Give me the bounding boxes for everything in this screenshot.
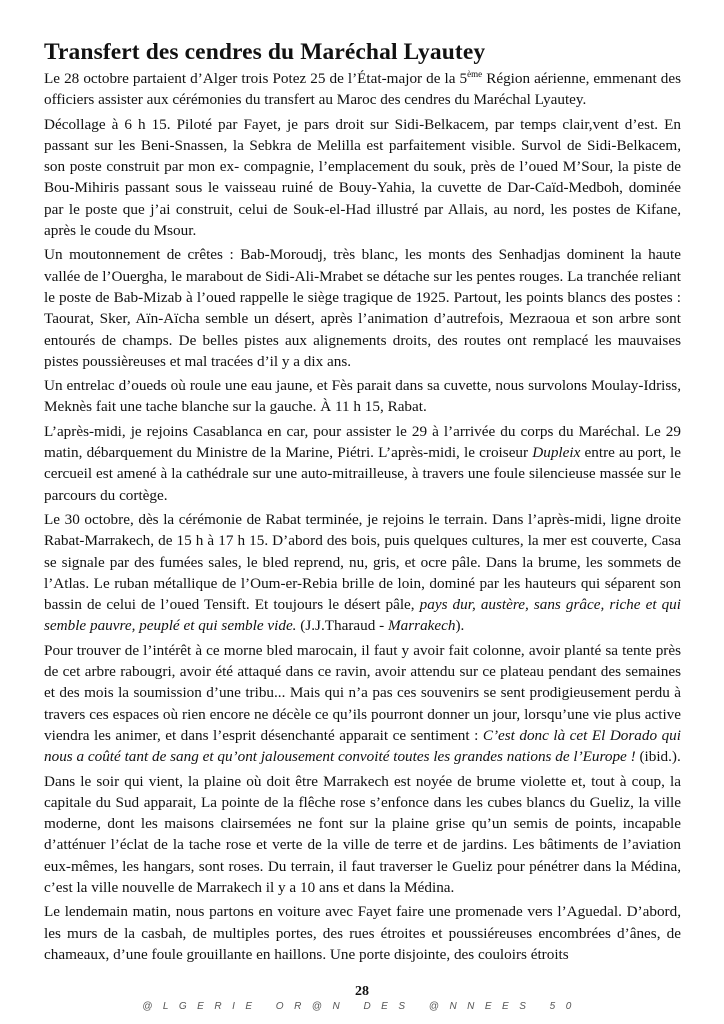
paragraph-p7 xyxy=(44,640,681,768)
page-content xyxy=(44,38,681,968)
page-number: 28 xyxy=(355,984,369,999)
italic-text: Marrakech xyxy=(388,617,456,635)
paragraph-p6 xyxy=(44,509,681,637)
text-segment: Le 28 octobre partaient d’Alger trois Potez 25 de l’État-major de la 5 xyxy=(44,70,468,87)
paragraph-p8 xyxy=(44,771,681,899)
text-segment: Le lendemain matin, nous partons en voiture avec Fayet faire une promenade vers l’Aguedal. D’abord, les murs de la casbah, de multiples portes, des rues étroites et poussiéreuses encombrées d’ânes, de chameaux, d’une foule grouillante en haillons. Une porte disjointe, des couloirs étroits xyxy=(44,903,681,963)
paragraph-p9 xyxy=(44,901,681,965)
text-segment: Pour trouver de l’intérêt à ce morne bled marocain, il faut y avoir fait colonne, avoir planté sa tente près de cet arbre rabougri, avoir été attaqué dans ce ravin, avoir attendu sur ce plateau pendant des semaines et des mois la soumission d’une tribu... Mais qui n’a pas ces souvenirs se sent prodigieusement perdu à travers ces espaces où rien encore ne décèle ce qu’ils pourront donner un jour, lorsqu’une vie plus active viendra les animer, et dans l’esprit désenchanté apparait ce sentiment : xyxy=(44,641,681,744)
text-segment: entre au port, le cercueil est amené à la cathédrale sur une auto-mitrailleuse, à travers une foule silencieuse massée sur le parcours du cortège. xyxy=(44,444,681,504)
paragraph-p4 xyxy=(44,375,681,418)
text-segment: Le 30 octobre, dès la cérémonie de Rabat terminée, je rejoins le terrain. Dans l’après-midi, ligne droite Rabat-Marrakech, de 15 h à 17 h 15. D’abord des bois, puis quelques cultures, la mer est couverte, Casa se signale par des fumées sales, le bled reprend, nu, gris, et ocre pâle. Dans la brume, les sommets de l’Atlas. Le ruban métallique de l’Oum-er-Rebia brille de loin, dominé par les hauteurs qui séparent son bassin de celui de l’oued Tensift. Et toujours le désert pâle, xyxy=(44,510,681,614)
text-segment: Dans le soir qui vient, la plaine où doit être Marrakech est noyée de brume violette et, tout à coup, la capitale du Sud apparait, La pointe de la flêche rose s’enfonce dans les cubes blancs du Gueliz, la ville moderne, dont les maisons clairsemées ne font sur la plaine grise qu’un semis de points, incapable d’atténuer l’éclat de la tache rose et verte de la ville de terre et de jardins. Les bâtiments de l’aviation eux-mêmes, les hangars, sont roses. Du terrain, il faut traverser le Gueliz pour pénétrer dans la Médina, c’est la ville nouvelle de Marrakech il y a 10 ans et dans la Médina. xyxy=(44,772,681,896)
italic-text: C’est donc là cet El Dorado qui nous a coûté tant de sang et qu’ont jalousement convoité toutes les grandes nations de l’Europe ! xyxy=(44,726,681,766)
text-segment: Décollage à 6 h 15. Piloté par Fayet, je pars droit sur Sidi-Belkacem, par temps clair,vent d’est. En passant sur les Beni-Snassen, la Sebkra de Melilla est parfaitement visible. Survol de Sidi-Belkacem, son poste construit par mon ex- compagnie, l’emplacement du souk, près de l’oued M’Sour, la piste de Bou-Mihiris passant sous le vaisseau ruiné de Bouy-Yahia, la cuvette de Dar-Caïd-Medboh, dominée par le poste que j’ai construit, celui de Souk-el-Had illustré par Allais, au nord, les postes de Kifane, après le coude du Msour. xyxy=(44,115,681,240)
text-segment: Un moutonnement de crêtes : Bab-Moroudj, très blanc, les monts des Senhadjas dominent la haute vallée de l’Ouergha, le marabout de Sidi-Ali-Mrabet se détache sur les pentes rouges. La tranchée reliant le poste de Bab-Mizab à l’oued rappelle le siège tragique de 1925. Partout, les points blancs des postes : Taourat, Sker, Aïn-Aïcha semble un désert, après l’animation d’autrefois, Mezraoua et son arbre sont entourés de champs. De belles pistes aux alignements droits, des routes ont remplacé les mauvaises pistes poussièreuses et mal tracées d’il y a dix ans. xyxy=(44,246,681,370)
paragraph-p3 xyxy=(44,244,681,372)
italic-text: pays dur, austère, sans grâce, riche et qui semble pauvre, peuplé et qui semble vide. xyxy=(44,596,682,635)
paragraph-p2 xyxy=(44,114,681,242)
article-title: Transfert des cendres du Maréchal Lyautey xyxy=(44,39,486,65)
text-segment: L’après-midi, je rejoins Casablanca en car, pour assister le 29 à l’arrivée du corps du Maréchal. Le 29 matin, débarquement du Ministre de la Marine, Piétri. L’après-midi, le croiseur xyxy=(44,422,681,462)
superscript-text: ème xyxy=(467,68,483,79)
paragraph-p5 xyxy=(44,421,681,506)
footer-banner: @LGERIE OR@N DES @NNEES 50 xyxy=(142,1001,582,1012)
article-body xyxy=(44,68,681,965)
text-segment: ). xyxy=(455,617,465,635)
text-segment: (J.J.Tharaud - xyxy=(296,617,389,635)
italic-text: Dupleix xyxy=(532,444,581,462)
paragraph-p1 xyxy=(44,68,681,111)
text-segment: (ibid.). xyxy=(635,748,681,766)
text-segment: Région aérienne, emmenant des officiers assister aux cérémonies du transfert au Maroc des cendres du Maréchal Lyautey. xyxy=(44,70,681,109)
text-segment: Un entrelac d’oueds où roule une eau jaune, et Fès parait dans sa cuvette, nous survolons Moulay-Idriss, Meknès fait une tache blanche sur la gauche. À 11 h 15, Rabat. xyxy=(44,377,681,416)
